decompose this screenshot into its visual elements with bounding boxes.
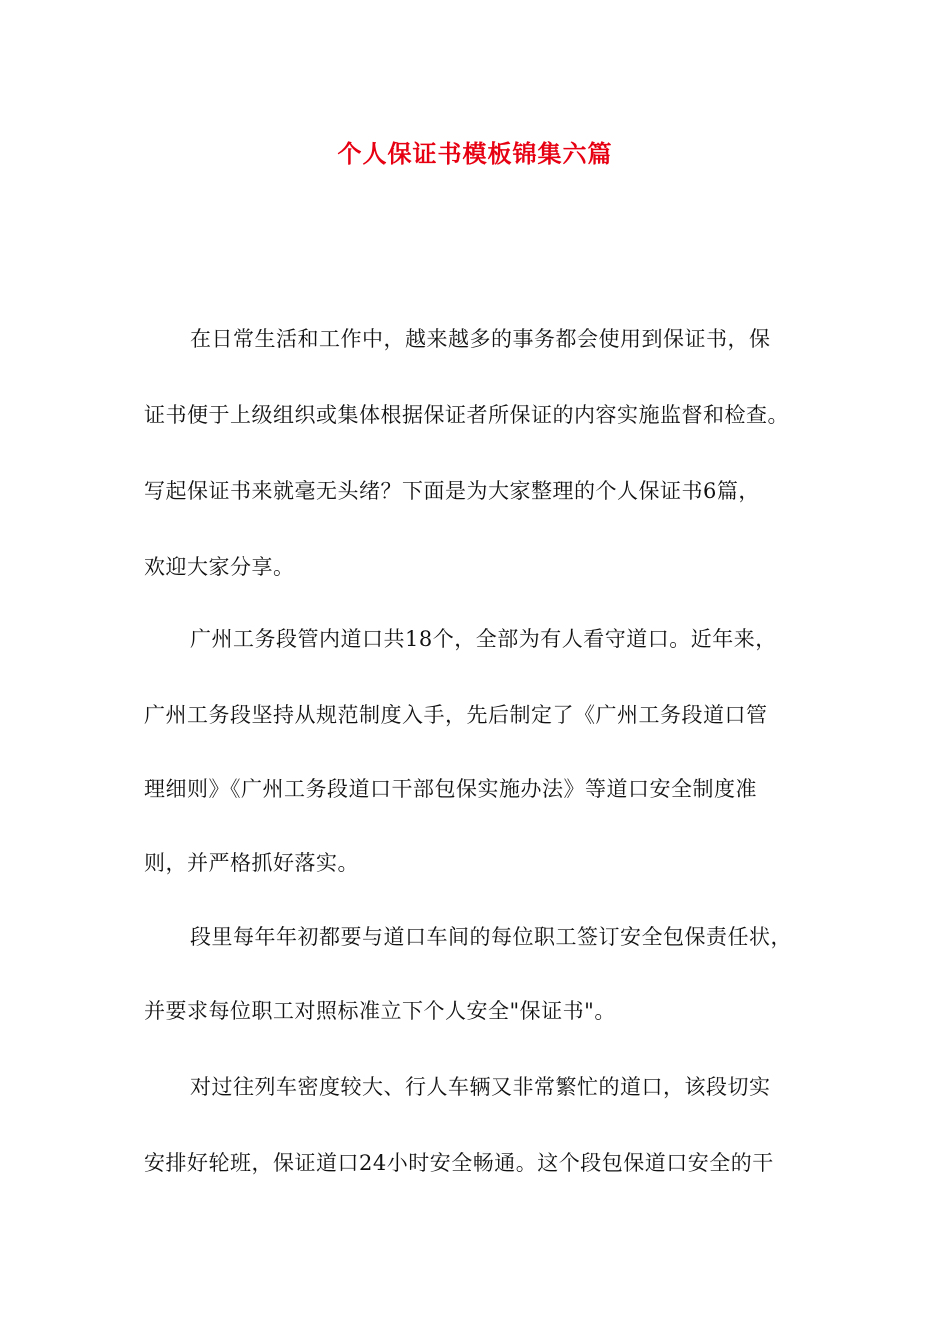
paragraph-line: 广州工务段坚持从规范制度入手，先后制定了《广州工务段道口管 (144, 703, 768, 727)
paragraph-line: 理细则》《广州工务段道口干部包保实施办法》等道口安全制度准 (144, 777, 757, 801)
paragraph-line: 欢迎大家分享。 (144, 555, 295, 579)
paragraph-line: 段里每年年初都要与道口车间的每位职工签订安全包保责任状， (190, 925, 792, 949)
paragraph-line: 则，并严格抓好落实。 (144, 851, 359, 875)
paragraph-line: 并要求每位职工对照标准立下个人安全"保证书"。 (144, 999, 616, 1023)
paragraph-line: 安排好轮班，保证道口24小时安全畅通。这个段包保道口安全的干 (144, 1151, 774, 1175)
document-title: 个人保证书模板锦集六篇 (337, 139, 613, 168)
paragraph-line: 写起保证书来就毫无头绪？下面是为大家整理的个人保证书6篇， (144, 479, 760, 503)
paragraph-line: 在日常生活和工作中，越来越多的事务都会使用到保证书，保 (190, 327, 771, 351)
paragraph-line: 对过往列车密度较大、行人车辆又非常繁忙的道口，该段切实 (190, 1075, 771, 1099)
paragraph-line: 证书便于上级组织或集体根据保证者所保证的内容实施监督和检查。 (144, 403, 789, 427)
paragraph-line: 广州工务段管内道口共18个，全部为有人看守道口。近年来， (190, 627, 777, 651)
